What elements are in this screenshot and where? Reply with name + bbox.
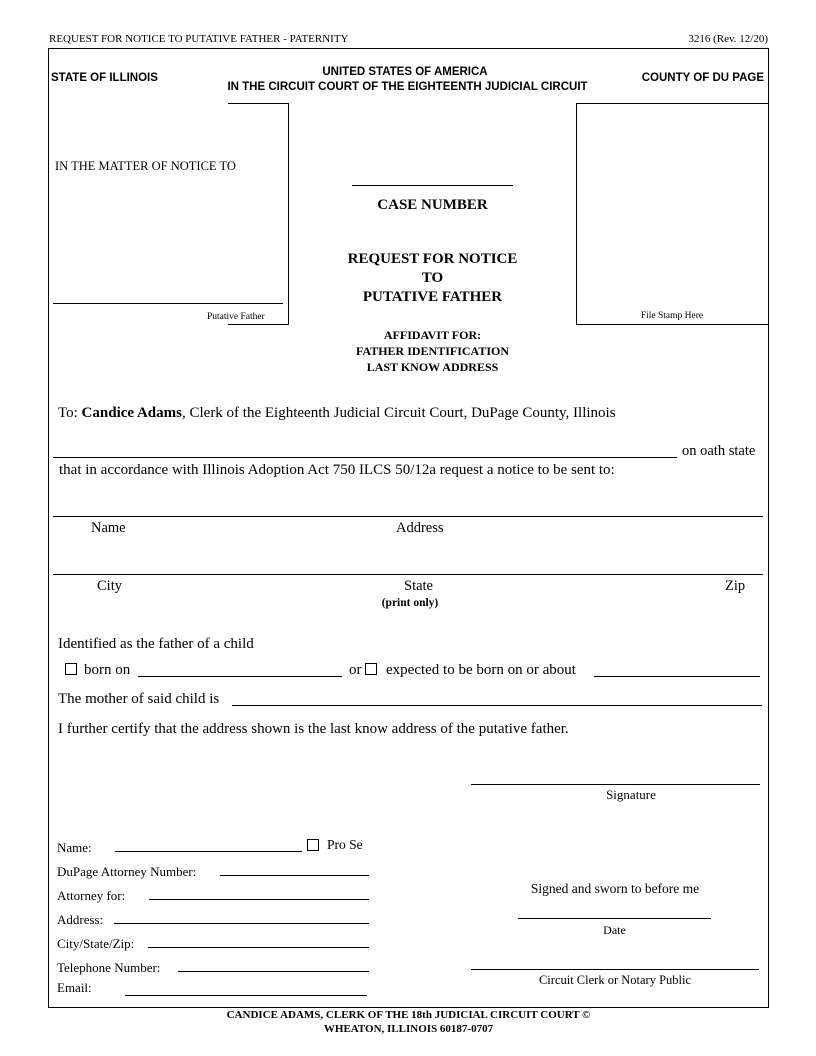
atty-address-label: Address: — [57, 912, 104, 927]
pro-se-label: Pro Se — [327, 837, 363, 852]
signature-label: Signature — [606, 787, 656, 802]
to-prefix: To: — [58, 405, 78, 421]
affidavit-2: FATHER IDENTIFICATION — [355, 344, 510, 358]
county-label: COUNTY OF DU PAGE — [641, 72, 764, 84]
footer-line-2: WHEATON, ILLINOIS 60187-0707 — [323, 1023, 494, 1035]
born-on-label: born on — [84, 662, 131, 678]
doc-title-1: REQUEST FOR NOTICE — [347, 251, 518, 267]
form-number: 3216 (Rev. 12/20) — [688, 33, 768, 45]
atty-name-line[interactable] — [115, 851, 302, 852]
atty-phone-label: Telephone Number: — [57, 960, 161, 975]
notary-signature-line[interactable] — [471, 969, 759, 970]
case-number-label: CASE NUMBER — [377, 197, 488, 213]
doc-title-2: TO — [421, 270, 444, 286]
accordance-text: that in accordance with Illinois Adoption Act 750 ILCS 50/12a request a notice to be sent to: — [59, 462, 615, 478]
city-label: City — [97, 578, 122, 594]
expected-checkbox[interactable] — [365, 663, 377, 675]
atty-phone-line[interactable] — [178, 971, 369, 972]
certify-text: I further certify that the address shown is the last know address of the putative father. — [58, 721, 569, 737]
putative-father-line[interactable] — [53, 303, 283, 304]
identified-text: Identified as the father of a child — [58, 636, 254, 652]
frame-right — [768, 48, 769, 1008]
footer-line-1: CANDICE ADAMS, CLERK OF THE 18th JUDICIAL CIRCUIT COURT © — [226, 1009, 591, 1021]
city-state-zip-line[interactable] — [53, 574, 763, 575]
expected-date-line[interactable] — [594, 676, 760, 677]
born-on-date-line[interactable] — [138, 676, 342, 677]
matter-label: IN THE MATTER OF NOTICE TO — [55, 159, 236, 173]
putative-father-label: Putative Father — [207, 312, 265, 322]
left-box-bottom — [228, 324, 289, 325]
atty-for-label: Attorney for: — [57, 888, 126, 903]
to-suffix: , Clerk of the Eighteenth Judicial Circuit Court, DuPage County, Illinois — [181, 405, 616, 421]
circuit-label: IN THE CIRCUIT COURT OF THE EIGHTEENTH JUDICIAL CIRCUIT — [227, 81, 588, 93]
left-box-right — [288, 103, 289, 325]
state-label: STATE OF ILLINOIS — [51, 72, 158, 84]
frame-top — [48, 48, 769, 49]
stamp-box-left — [576, 103, 577, 325]
date-line[interactable] — [518, 918, 711, 919]
atty-email-line[interactable] — [125, 995, 367, 996]
form-title: REQUEST FOR NOTICE TO PUTATIVE FATHER - PATERNITY — [49, 33, 349, 45]
atty-city-line[interactable] — [148, 947, 369, 948]
clerk-name: Candice Adams — [81, 405, 182, 421]
oath-state-label: on oath state — [682, 443, 756, 459]
print-only-label: (print only) — [381, 597, 439, 609]
frame-bottom — [48, 1007, 769, 1008]
atty-city-label: City/State/Zip: — [57, 936, 135, 951]
doc-title-3: PUTATIVE FATHER — [362, 289, 503, 305]
mother-name-line[interactable] — [232, 705, 762, 706]
or-label: or — [349, 662, 362, 678]
name-address-line[interactable] — [53, 516, 763, 517]
affidavit-3: LAST KNOW ADDRESS — [366, 360, 499, 374]
case-number-line[interactable] — [352, 185, 513, 186]
atty-email-label: Email: — [57, 980, 92, 995]
date-label: Date — [603, 923, 626, 937]
notary-label: Circuit Clerk or Notary Public — [538, 973, 692, 987]
signature-line[interactable] — [471, 784, 760, 785]
atty-address-line[interactable] — [114, 923, 369, 924]
state-field-label: State — [404, 578, 433, 594]
atty-name-label: Name: — [57, 840, 92, 855]
stamp-box-top — [576, 103, 769, 104]
country-label: UNITED STATES OF AMERICA — [322, 66, 488, 78]
sworn-label: Signed and sworn to before me — [530, 881, 700, 896]
stamp-box-bottom — [576, 324, 769, 325]
affidavit-1: AFFIDAVIT FOR: — [383, 328, 482, 342]
expected-label: expected to be born on or about — [386, 662, 576, 678]
affiant-name-line[interactable] — [53, 457, 677, 458]
atty-number-label: DuPage Attorney Number: — [57, 864, 197, 879]
address-label: Address — [396, 520, 444, 536]
to-line — [58, 405, 616, 422]
left-box-top — [228, 103, 289, 104]
file-stamp-label: File Stamp Here — [640, 311, 704, 321]
mother-label: The mother of said child is — [58, 691, 220, 707]
frame-left — [48, 48, 49, 1008]
atty-for-line[interactable] — [149, 899, 369, 900]
born-on-checkbox[interactable] — [65, 663, 77, 675]
name-label: Name — [91, 520, 126, 536]
zip-label: Zip — [725, 578, 746, 594]
pro-se-checkbox[interactable] — [307, 839, 319, 851]
atty-number-line[interactable] — [220, 875, 369, 876]
